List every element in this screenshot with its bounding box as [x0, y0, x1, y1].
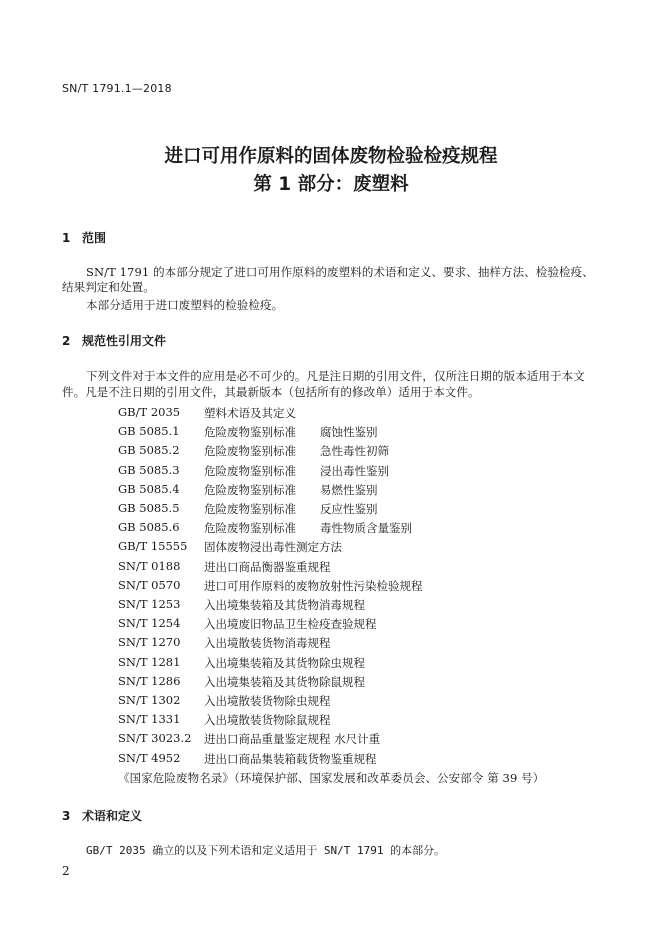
ref-title: 进出口商品重量鉴定规程 水尺计重 — [204, 732, 381, 746]
ref-title: 危险废物鉴别标准 — [204, 425, 296, 439]
section-1-para1-line1: SN/T 1791 的本部分规定了进口可用作原料的废塑料的术语和定义、要求、抽样方法、检验检疫、 — [86, 265, 594, 279]
ref-code: SN/T 0188 — [118, 559, 181, 573]
ref-code: GB 5085.5 — [118, 501, 180, 515]
ref-title: 危险废物鉴别标准 — [204, 444, 296, 458]
ref-code: SN/T 1254 — [118, 616, 181, 630]
ref-title: 入出境集装箱及其货物除鼠规程 — [204, 675, 365, 689]
section-1-para2: 本部分适用于进口废塑料的检验检疫。 — [86, 298, 284, 312]
ref-title: 进口可用作原料的废物放射性污染检验规程 — [204, 579, 423, 593]
section-2-intro-line1: 下列文件对于本文件的应用是必不可少的。凡是注日期的引用文件，仅所注日期的版本适用于本文 — [86, 369, 585, 383]
section-3-para: GB/T 2035 确立的以及下列术语和定义适用于 SN/T 1791 的本部分。 — [86, 844, 446, 857]
ref-code: GB 5085.6 — [118, 520, 180, 534]
ref-code: GB 5085.3 — [118, 463, 180, 477]
section-title: 规范性引用文件 — [82, 334, 167, 348]
ref-title: 入出境散装货物除虫规程 — [204, 694, 331, 708]
ref-code: SN/T 1286 — [118, 674, 181, 688]
ref-code: GB 5085.2 — [118, 443, 180, 457]
standard-number: SN/T 1791.1—2018 — [62, 82, 172, 95]
section-title: 范围 — [82, 231, 107, 245]
ref-code: SN/T 3023.2 — [118, 731, 192, 745]
document-title: 进口可用作原料的固体废物检验检疫规程 — [164, 146, 498, 167]
section-1-heading — [62, 229, 106, 246]
ref-title: 危险废物鉴别标准 — [204, 521, 296, 535]
ref-subtitle: 易燃性鉴别 — [320, 483, 378, 497]
ref-title: 危险废物鉴别标准 — [204, 483, 296, 497]
ref-code: SN/T 1302 — [118, 693, 181, 707]
ref-code: SN/T 4952 — [118, 751, 181, 765]
document-subtitle: 第 1 部分：废塑料 — [253, 174, 409, 195]
ref-title: 入出境集装箱及其货物消毒规程 — [204, 598, 365, 612]
ref-title: 入出境集装箱及其货物除虫规程 — [204, 656, 365, 670]
ref-subtitle: 腐蚀性鉴别 — [320, 425, 378, 439]
ref-title: 进出口商品衡器鉴重规程 — [204, 560, 331, 574]
ref-title: 危险废物鉴别标准 — [204, 464, 296, 478]
ref-title: 塑料术语及其定义 — [204, 406, 296, 420]
ref-code: SN/T 1331 — [118, 712, 181, 726]
ref-code: GB/T 15555 — [118, 539, 188, 553]
ref-subtitle: 毒性物质含量鉴别 — [320, 521, 412, 535]
ref-title: 固体废物浸出毒性测定方法 — [204, 540, 342, 554]
ref-subtitle: 急性毒性初筛 — [320, 444, 389, 458]
ref-code: SN/T 1270 — [118, 635, 181, 649]
ref-code: SN/T 1253 — [118, 597, 181, 611]
ref-code: SN/T 0570 — [118, 578, 181, 592]
ref-title: 入出境废旧物品卫生检疫查验规程 — [204, 617, 377, 631]
ref-title: 危险废物鉴别标准 — [204, 502, 296, 516]
section-1-para1-line2: 结果判定和处置。 — [62, 280, 155, 294]
ref-code: SN/T 1281 — [118, 655, 181, 669]
section-number: 3 — [62, 809, 71, 823]
section-title: 术语和定义 — [82, 809, 143, 823]
ref-title: 入出境散装货物消毒规程 — [204, 636, 331, 650]
ref-subtitle: 浸出毒性鉴别 — [320, 464, 389, 478]
ref-code: GB 5085.1 — [118, 424, 180, 438]
ref-code: GB/T 2035 — [118, 405, 181, 419]
section-2-intro-line2: 件。凡是不注日期的引用文件，其最新版本（包括所有的修改单）适用于本文件。 — [62, 385, 480, 399]
section-2-heading — [62, 332, 166, 349]
section-number: 2 — [62, 334, 71, 348]
ref-title: 进出口商品集装箱载货物鉴重规程 — [204, 752, 377, 766]
ref-title: 入出境散装货物除鼠规程 — [204, 713, 331, 727]
page-number: 2 — [62, 864, 70, 878]
section-3-heading — [62, 807, 142, 824]
catalog-reference: 《国家危险废物名录》（环境保护部、国家发展和改革委员会、公安部令 第 39 号） — [118, 771, 545, 785]
section-number: 1 — [62, 231, 71, 245]
ref-code: GB 5085.4 — [118, 482, 180, 496]
ref-subtitle: 反应性鉴别 — [320, 502, 378, 516]
